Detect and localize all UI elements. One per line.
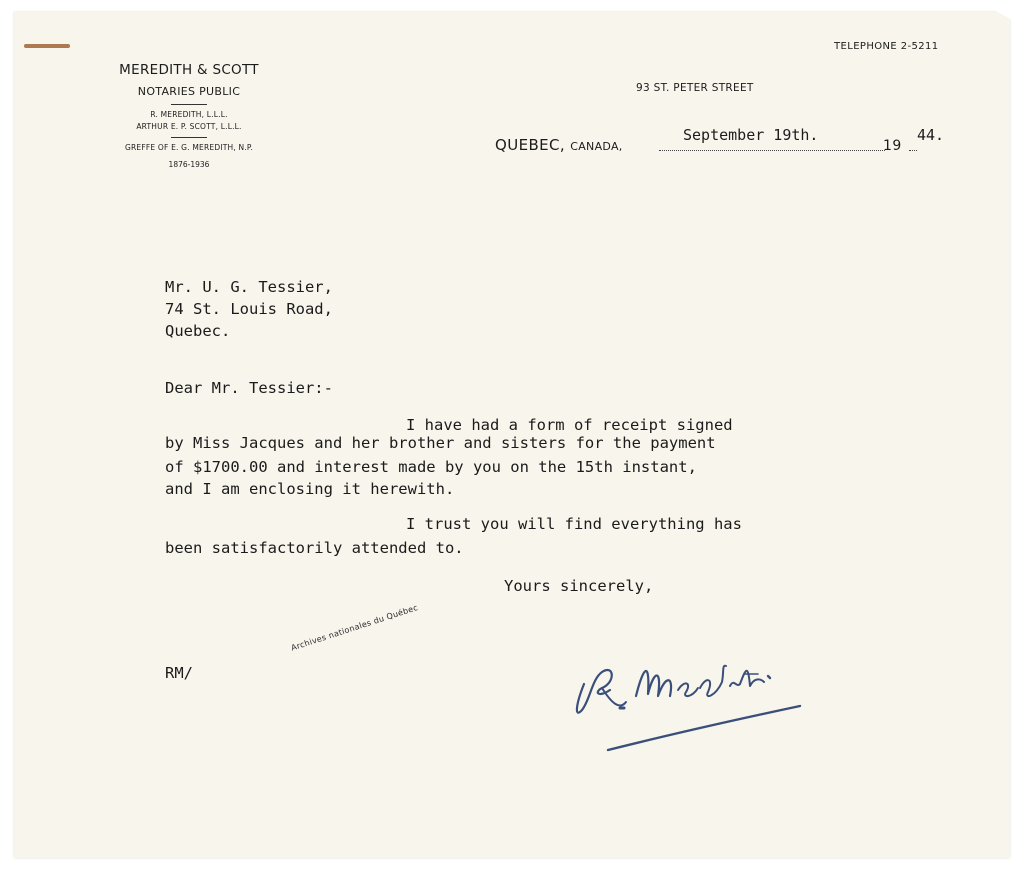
recipient-city: Quebec.	[165, 322, 231, 340]
city-label	[495, 136, 623, 154]
year-dotted-line	[909, 150, 917, 151]
partner-meredith: R. MEREDITH, L.L.L.	[150, 110, 228, 119]
firm-profession: NOTARIES PUBLIC	[137, 85, 241, 98]
date-century: 19	[883, 138, 902, 154]
greffe-line: GREFFE OF E. G. MEREDITH, N.P.	[124, 143, 254, 152]
body-line: I trust you will find everything has	[406, 515, 742, 533]
letterhead-divider-2	[171, 137, 207, 138]
partner-scott: ARTHUR E. P. SCOTT, L.L.L.	[136, 122, 242, 131]
country-name: CANADA,	[570, 140, 623, 153]
greffe-years: 1876-1936	[168, 160, 210, 169]
date-dotted-line	[659, 150, 885, 151]
date-day: September 19th.	[683, 126, 819, 144]
body-line: of $1700.00 and interest made by you on the 15th instant,	[165, 458, 697, 476]
letterhead	[84, 62, 294, 169]
letter-sheet	[14, 12, 1010, 858]
body-line: been satisfactorily attended to.	[165, 539, 464, 557]
recipient-street: 74 St. Louis Road,	[165, 300, 333, 318]
date-year: 44.	[917, 126, 945, 144]
signature-image	[554, 624, 824, 754]
body-line: I have had a form of receipt signed	[406, 416, 733, 434]
city-name: QUEBEC,	[495, 136, 566, 154]
salutation: Dear Mr. Tessier:-	[165, 379, 333, 397]
paper-corner	[994, 10, 1012, 20]
street-address: 93 ST. PETER STREET	[636, 82, 754, 94]
rust-mark	[24, 44, 70, 48]
telephone-number: TELEPHONE 2-5211	[834, 41, 939, 52]
body-line: and I am enclosing it herewith.	[165, 480, 455, 498]
closing: Yours sincerely,	[504, 577, 654, 595]
typist-initials: RM/	[165, 664, 193, 682]
dateline	[495, 126, 975, 156]
body-line: by Miss Jacques and her brother and sisters for the payment	[165, 434, 716, 452]
firm-name: MEREDITH & SCOTT	[119, 62, 259, 78]
recipient-name: Mr. U. G. Tessier,	[165, 278, 333, 296]
letterhead-divider	[171, 104, 207, 105]
archives-stamp: Archives nationales du Québec	[290, 602, 420, 653]
